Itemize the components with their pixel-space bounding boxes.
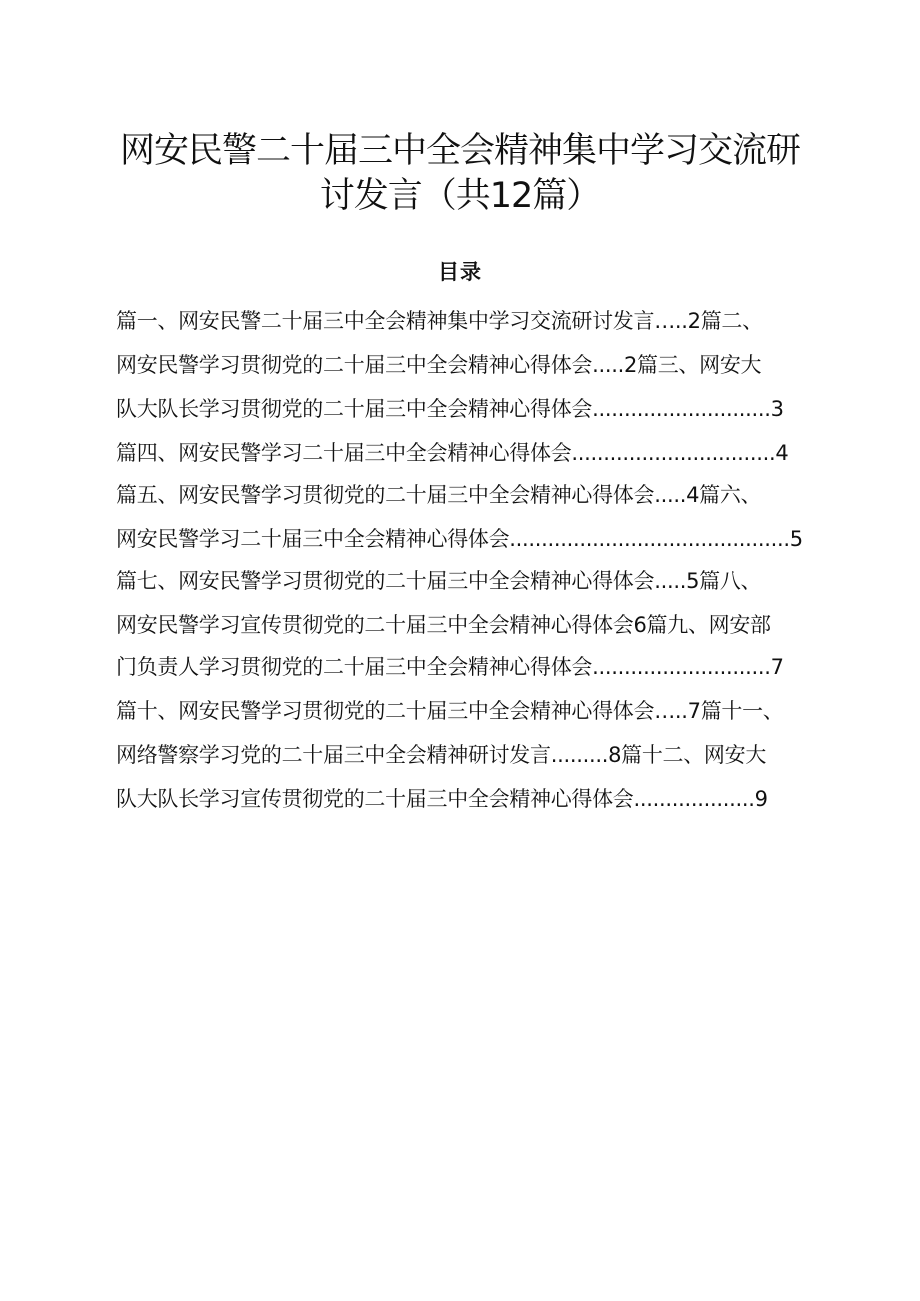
toc-line[interactable]: 网安民警学习宣传贯彻党的二十届三中全会精神心得体会6篇九、网安部 bbox=[116, 613, 771, 637]
document-title-line-1: 网安民警二十届三中全会精神集中学习交流研 bbox=[119, 131, 800, 171]
toc-line[interactable]: 篇一、网安民警二十届三中全会精神集中学习交流研讨发言…..2篇二、 bbox=[116, 309, 763, 333]
toc-line[interactable]: 队大队长学习宣传贯彻党的二十届三中全会精神心得体会...................9 bbox=[116, 787, 768, 811]
toc-line[interactable]: 篇四、网安民警学习二十届三中全会精神心得体会................................4 bbox=[116, 441, 789, 465]
document-title-line-2: 讨发言（共12篇） bbox=[319, 176, 601, 216]
toc-line[interactable]: 网安民警学习贯彻党的二十届三中全会精神心得体会.....2篇三、网安大 bbox=[116, 353, 762, 377]
toc-line[interactable]: 篇五、网安民警学习贯彻党的二十届三中全会精神心得体会.....4篇六、 bbox=[116, 483, 762, 507]
toc-line[interactable]: 队大队长学习贯彻党的二十届三中全会精神心得体会............................3 bbox=[116, 397, 784, 421]
toc-line[interactable]: 门负责人学习贯彻党的二十届三中全会精神心得体会............................7 bbox=[116, 655, 784, 679]
toc-heading: 目录 bbox=[438, 260, 482, 284]
toc-line[interactable]: 篇十、网安民警学习贯彻党的二十届三中全会精神心得体会…..7篇十一、 bbox=[116, 699, 784, 723]
toc-line[interactable]: 篇七、网安民警学习贯彻党的二十届三中全会精神心得体会.....5篇八、 bbox=[116, 569, 762, 593]
toc-line[interactable]: 网络警察学习党的二十届三中全会精神研讨发言.........8篇十二、网安大 bbox=[116, 743, 767, 767]
toc-line[interactable]: 网安民警学习二十届三中全会精神心得体会............................................5 bbox=[116, 527, 803, 551]
